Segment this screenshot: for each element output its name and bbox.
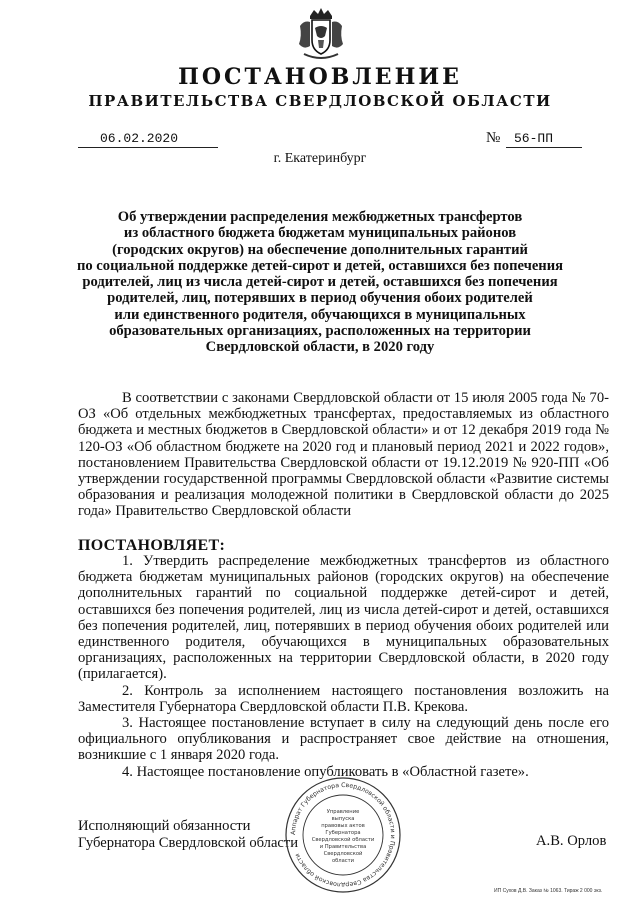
stamp-ring-text: Аппарат Губернатора Свердловской области и Правительства Свердловской области <box>289 781 397 889</box>
signatory-name: А.В. Орлов <box>536 833 607 849</box>
preamble-block <box>78 390 609 520</box>
number-sign: № <box>486 130 501 146</box>
stamp-center-line: выпуска <box>331 816 355 822</box>
heading-line: по социальной поддержке детей-сирот и детей, оставшихся без попечения <box>76 257 564 274</box>
stamp-center-line: и Правительства <box>319 844 367 850</box>
stamp-center-line: Свердловской <box>323 851 363 857</box>
heading-line: Об утверждении распределения межбюджетных трансфертов <box>117 209 523 225</box>
preamble-paragraph: В соответствии с законами Свердловской области от 15 июля 2005 года № 70-ОЗ «Об отдельных межбюджетных трансфертах, предоставляемых из областного бюджета и местных бюджетов в Свердловской области» и от 12 декабря 2019 года № 120-ОЗ «Об областном бюджете на 2020 год и плановый период 2021 и 2022 годов», постановлением Правительства Свердловской области от 19.12.2019 № 920-ПП «Об утверждении государственной программы Свердловской области «Развитие системы образования и реализация молодежной политики в Свердловской области до 2025 года» Правительство Свердловской области <box>78 390 609 520</box>
official-stamp <box>283 775 403 895</box>
heading-line: родителей, лиц из числа детей-сирот и детей, оставшихся без попечения <box>82 274 558 291</box>
issue-city: г. Екатеринбург <box>273 151 367 166</box>
decree-item-2: 2. Контроль за исполнением настоящего постановления возложить на Заместителя Губернатора Свердловской области П.В. Крекова. <box>78 682 609 715</box>
decree-word: ПОСТАНОВЛЯЕТ: <box>78 537 226 554</box>
decree-items <box>78 553 609 780</box>
heading-line: из областного бюджета бюджетам муниципальных районов <box>123 225 517 242</box>
decree-item-4: 4. Настоящее постановление опубликовать в «Областной газете». <box>122 763 529 780</box>
stamp-center-line: правовых актов <box>321 823 365 829</box>
print-footer: ИП Сухов Д.В. Заказ № 1063. Тираж 2 000 экз. <box>494 888 603 894</box>
signatory-role-line: Исполняющий обязанности <box>78 818 251 834</box>
stamp-center-line: Свердловской области <box>311 837 375 843</box>
document-number: 56-ПП <box>506 131 582 148</box>
document-date: 06.02.2020 <box>78 131 218 148</box>
signatory-role <box>78 818 298 852</box>
heading-line: Свердловской области, в 2020 году <box>205 339 435 356</box>
coat-of-arms-emblem <box>296 6 346 62</box>
decree-item-1: 1. Утвердить распределение межбюджетных трансфертов из областного бюджета бюджетам муниципальных районов (городских округов) на обеспечение дополнительных гарантий по социальной поддержке детей-сирот и детей, оставшихся без попечения родителей, лиц из числа детей-сирот и детей, оставшихся без попечения родителей, лиц, потерявших в период обучения обоих родителей или единственного родителя, обучающихся в муниципальных образовательных организациях, расположенных на территории Свердловской области, в 2020 году (прилагается). <box>78 553 609 683</box>
heading-line: родителей, лиц, потерявших в период обучения обоих родителей <box>107 290 533 307</box>
heading-line: или единственного родителя, обучающихся в муниципальных <box>114 306 526 323</box>
heading-line: (городских округов) на обеспечение дополнительных гарантий <box>112 241 528 258</box>
signatory-role-line: Губернатора Свердловской области <box>78 835 299 851</box>
decree-item-3: 3. Настоящее постановление вступает в силу на следующий день после его официального опубликования и распространяет свое действие на отношения, возникшие с 1 января 2020 года. <box>78 715 609 764</box>
stamp-center-line: Управление <box>326 809 360 815</box>
document-title: ПОСТАНОВЛЕНИЕ <box>178 64 462 90</box>
stamp-center-line: Губернатора <box>325 830 361 836</box>
heading-line: образовательных организациях, расположенных на территории <box>109 323 531 340</box>
stamp-center-line: области <box>331 858 355 864</box>
document-heading <box>60 209 580 356</box>
issuing-authority: ПРАВИТЕЛЬСТВА СВЕРДЛОВСКОЙ ОБЛАСТИ <box>88 92 552 110</box>
